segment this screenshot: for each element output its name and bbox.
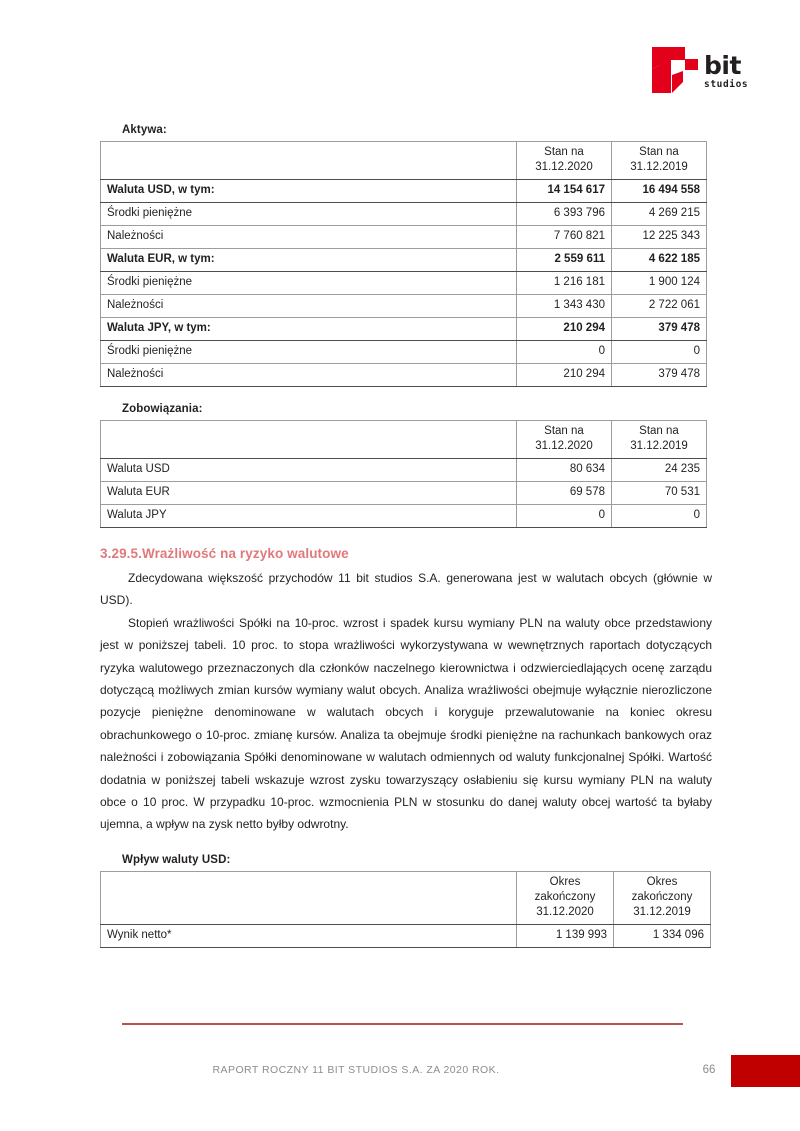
row-value-2020: 1 343 430 bbox=[517, 295, 612, 318]
liabilities-header-blank bbox=[101, 421, 517, 459]
assets-table bbox=[100, 141, 707, 387]
paragraph-sensitivity: Stopień wrażliwości Spółki na 10-proc. wzrost i spadek kursu wymiany PLN na waluty obce przedstawiony jest w poniższej tabeli. 10 proc. to stopa wrażliwości wykorzystywana w wewnętrznych raportach dotyczących ryzyka walutowego przeznaczonych dla członków naczelnego kierownictwa i odzwierciedlających ocenę zarządu dotyczącą możliwych zmian kursów wymiany walut obcych. Analiza wrażliwości obejmuje wyłącznie nierozliczone pozycje pieniężne denominowane w walutach obcych i koryguje przewalutowanie na koniec okresu obrachunkowego o 10-proc. zmianę kursów. Analiza ta obejmuje środki pieniężne na rachunkach bankowych oraz należności i zobowiązania Spółki denominowane w walutach odmiennych od waluty funkcjonalnej Spółki. Wartość dodatnia w poniższej tabeli wskazuje wzrost zysku towarzyszący osłabieniu się kursu wymiany PLN na waluty obce o 10 proc. W przypadku 10-proc. wzmocnienia PLN w stosunku do danej waluty obcej wartość ta byłaby ujemna, a wpływ na zysk netto byłby odwrotny. bbox=[100, 615, 712, 832]
row-value-2020: 0 bbox=[517, 341, 612, 364]
usd-impact-table bbox=[100, 871, 711, 948]
usd-impact-table-body bbox=[101, 871, 711, 947]
table-header-row bbox=[101, 871, 711, 924]
row-value-2020: 69 578 bbox=[517, 482, 612, 505]
assets-header-2020-line1: Stan na bbox=[544, 146, 584, 158]
liabilities-header-2019-line2: 31.12.2019 bbox=[630, 440, 688, 452]
row-label: Wynik netto* bbox=[101, 924, 517, 947]
assets-header-2019 bbox=[612, 142, 707, 180]
logo-subtitle-text: studios bbox=[704, 79, 749, 90]
assets-header-2019-line1: Stan na bbox=[639, 146, 679, 158]
table-row bbox=[101, 226, 707, 249]
assets-header-2020-line2: 31.12.2020 bbox=[535, 161, 593, 173]
page-number: 66 bbox=[702, 1064, 716, 1076]
liabilities-header-2020 bbox=[517, 421, 612, 459]
table-header-row bbox=[101, 421, 707, 459]
usd-impact-table-caption: Wpływ waluty USD: bbox=[122, 853, 231, 866]
row-label: Waluta EUR bbox=[101, 482, 517, 505]
table-row bbox=[101, 505, 707, 528]
row-value-2020: 1 139 993 bbox=[517, 924, 614, 947]
row-value-2020: 80 634 bbox=[517, 459, 612, 482]
row-label: Należności bbox=[101, 295, 517, 318]
table-header-row bbox=[101, 142, 707, 180]
assets-table-body bbox=[101, 142, 707, 387]
liabilities-header-2019-line1: Stan na bbox=[639, 425, 679, 437]
row-value-2020: 2 559 611 bbox=[517, 249, 612, 272]
row-value-2020: 7 760 821 bbox=[517, 226, 612, 249]
assets-table-caption: Aktywa: bbox=[122, 124, 167, 136]
row-value-2019: 4 622 185 bbox=[612, 249, 707, 272]
usd-header-2019-line2: zakończony bbox=[631, 890, 693, 903]
table-row bbox=[101, 459, 707, 482]
row-label: Należności bbox=[101, 226, 517, 249]
liabilities-header-2020-line2: 31.12.2020 bbox=[535, 440, 593, 452]
usd-impact-section bbox=[100, 836, 712, 948]
table-row bbox=[101, 249, 707, 272]
row-value-2019: 2 722 061 bbox=[612, 295, 707, 318]
row-value-2019: 0 bbox=[612, 505, 707, 528]
row-label: Waluta JPY bbox=[101, 505, 517, 528]
usd-header-2019 bbox=[614, 871, 711, 924]
footer-report-title: RAPORT ROCZNY 11 BIT STUDIOS S.A. ZA 2020 ROK. bbox=[212, 1064, 500, 1076]
assets-header-blank bbox=[101, 142, 517, 180]
row-value-2020: 14 154 617 bbox=[517, 180, 612, 203]
row-value-2019: 4 269 215 bbox=[612, 203, 707, 226]
section-heading: 3.29.5.Wrażliwość na ryzyko walutowe bbox=[100, 546, 349, 561]
usd-header-2019-line3: 31.12.2019 bbox=[633, 905, 691, 918]
row-value-2019: 16 494 558 bbox=[612, 180, 707, 203]
row-label: Waluta USD, w tym: bbox=[101, 180, 517, 203]
row-value-2020: 0 bbox=[517, 505, 612, 528]
table-row bbox=[101, 203, 707, 226]
row-label: Waluta JPY, w tym: bbox=[101, 318, 517, 341]
row-value-2020: 210 294 bbox=[517, 318, 612, 341]
table-row bbox=[101, 482, 707, 505]
table-row bbox=[101, 318, 707, 341]
liabilities-table-body bbox=[101, 421, 707, 528]
table-row bbox=[101, 364, 707, 387]
row-value-2019: 379 478 bbox=[612, 318, 707, 341]
footer-divider bbox=[122, 1023, 683, 1025]
row-value-2020: 1 216 181 bbox=[517, 272, 612, 295]
liabilities-table-caption: Zobowiązania: bbox=[122, 403, 203, 415]
row-value-2019: 70 531 bbox=[612, 482, 707, 505]
row-label: Środki pieniężne bbox=[101, 341, 517, 364]
row-value-2020: 210 294 bbox=[517, 364, 612, 387]
row-label: Środki pieniężne bbox=[101, 203, 517, 226]
liabilities-header-2019 bbox=[612, 421, 707, 459]
assets-section bbox=[100, 0, 712, 387]
row-label: Należności bbox=[101, 364, 517, 387]
table-row bbox=[101, 924, 711, 947]
row-value-2019: 12 225 343 bbox=[612, 226, 707, 249]
row-value-2019: 1 334 096 bbox=[614, 924, 711, 947]
row-value-2019: 24 235 bbox=[612, 459, 707, 482]
table-row bbox=[101, 341, 707, 364]
footer-accent-block bbox=[731, 1055, 800, 1087]
usd-header-2020 bbox=[517, 871, 614, 924]
assets-header-2019-line2: 31.12.2019 bbox=[630, 161, 688, 173]
row-label: Środki pieniężne bbox=[101, 272, 517, 295]
row-value-2019: 379 478 bbox=[612, 364, 707, 387]
row-value-2019: 0 bbox=[612, 341, 707, 364]
row-value-2019: 1 900 124 bbox=[612, 272, 707, 295]
page-content bbox=[100, 0, 712, 948]
liabilities-section bbox=[100, 387, 712, 528]
liabilities-header-2020-line1: Stan na bbox=[544, 425, 584, 437]
usd-header-2019-line1: Okres bbox=[646, 875, 678, 888]
usd-header-2020-line3: 31.12.2020 bbox=[536, 905, 594, 918]
assets-header-2020 bbox=[517, 142, 612, 180]
table-row bbox=[101, 295, 707, 318]
table-row bbox=[101, 180, 707, 203]
usd-header-2020-line2: zakończony bbox=[534, 890, 596, 903]
logo-brand-text: bit bbox=[704, 51, 741, 80]
usd-header-blank bbox=[101, 871, 517, 924]
row-label: Waluta USD bbox=[101, 459, 517, 482]
paragraph-intro: Zdecydowana większość przychodów 11 bit studios S.A. generowana jest w walutach obcych (głównie w USD). bbox=[100, 571, 712, 608]
table-row bbox=[101, 272, 707, 295]
liabilities-table bbox=[100, 420, 707, 528]
row-value-2020: 6 393 796 bbox=[517, 203, 612, 226]
row-label: Waluta EUR, w tym: bbox=[101, 249, 517, 272]
usd-header-2020-line1: Okres bbox=[549, 875, 581, 888]
